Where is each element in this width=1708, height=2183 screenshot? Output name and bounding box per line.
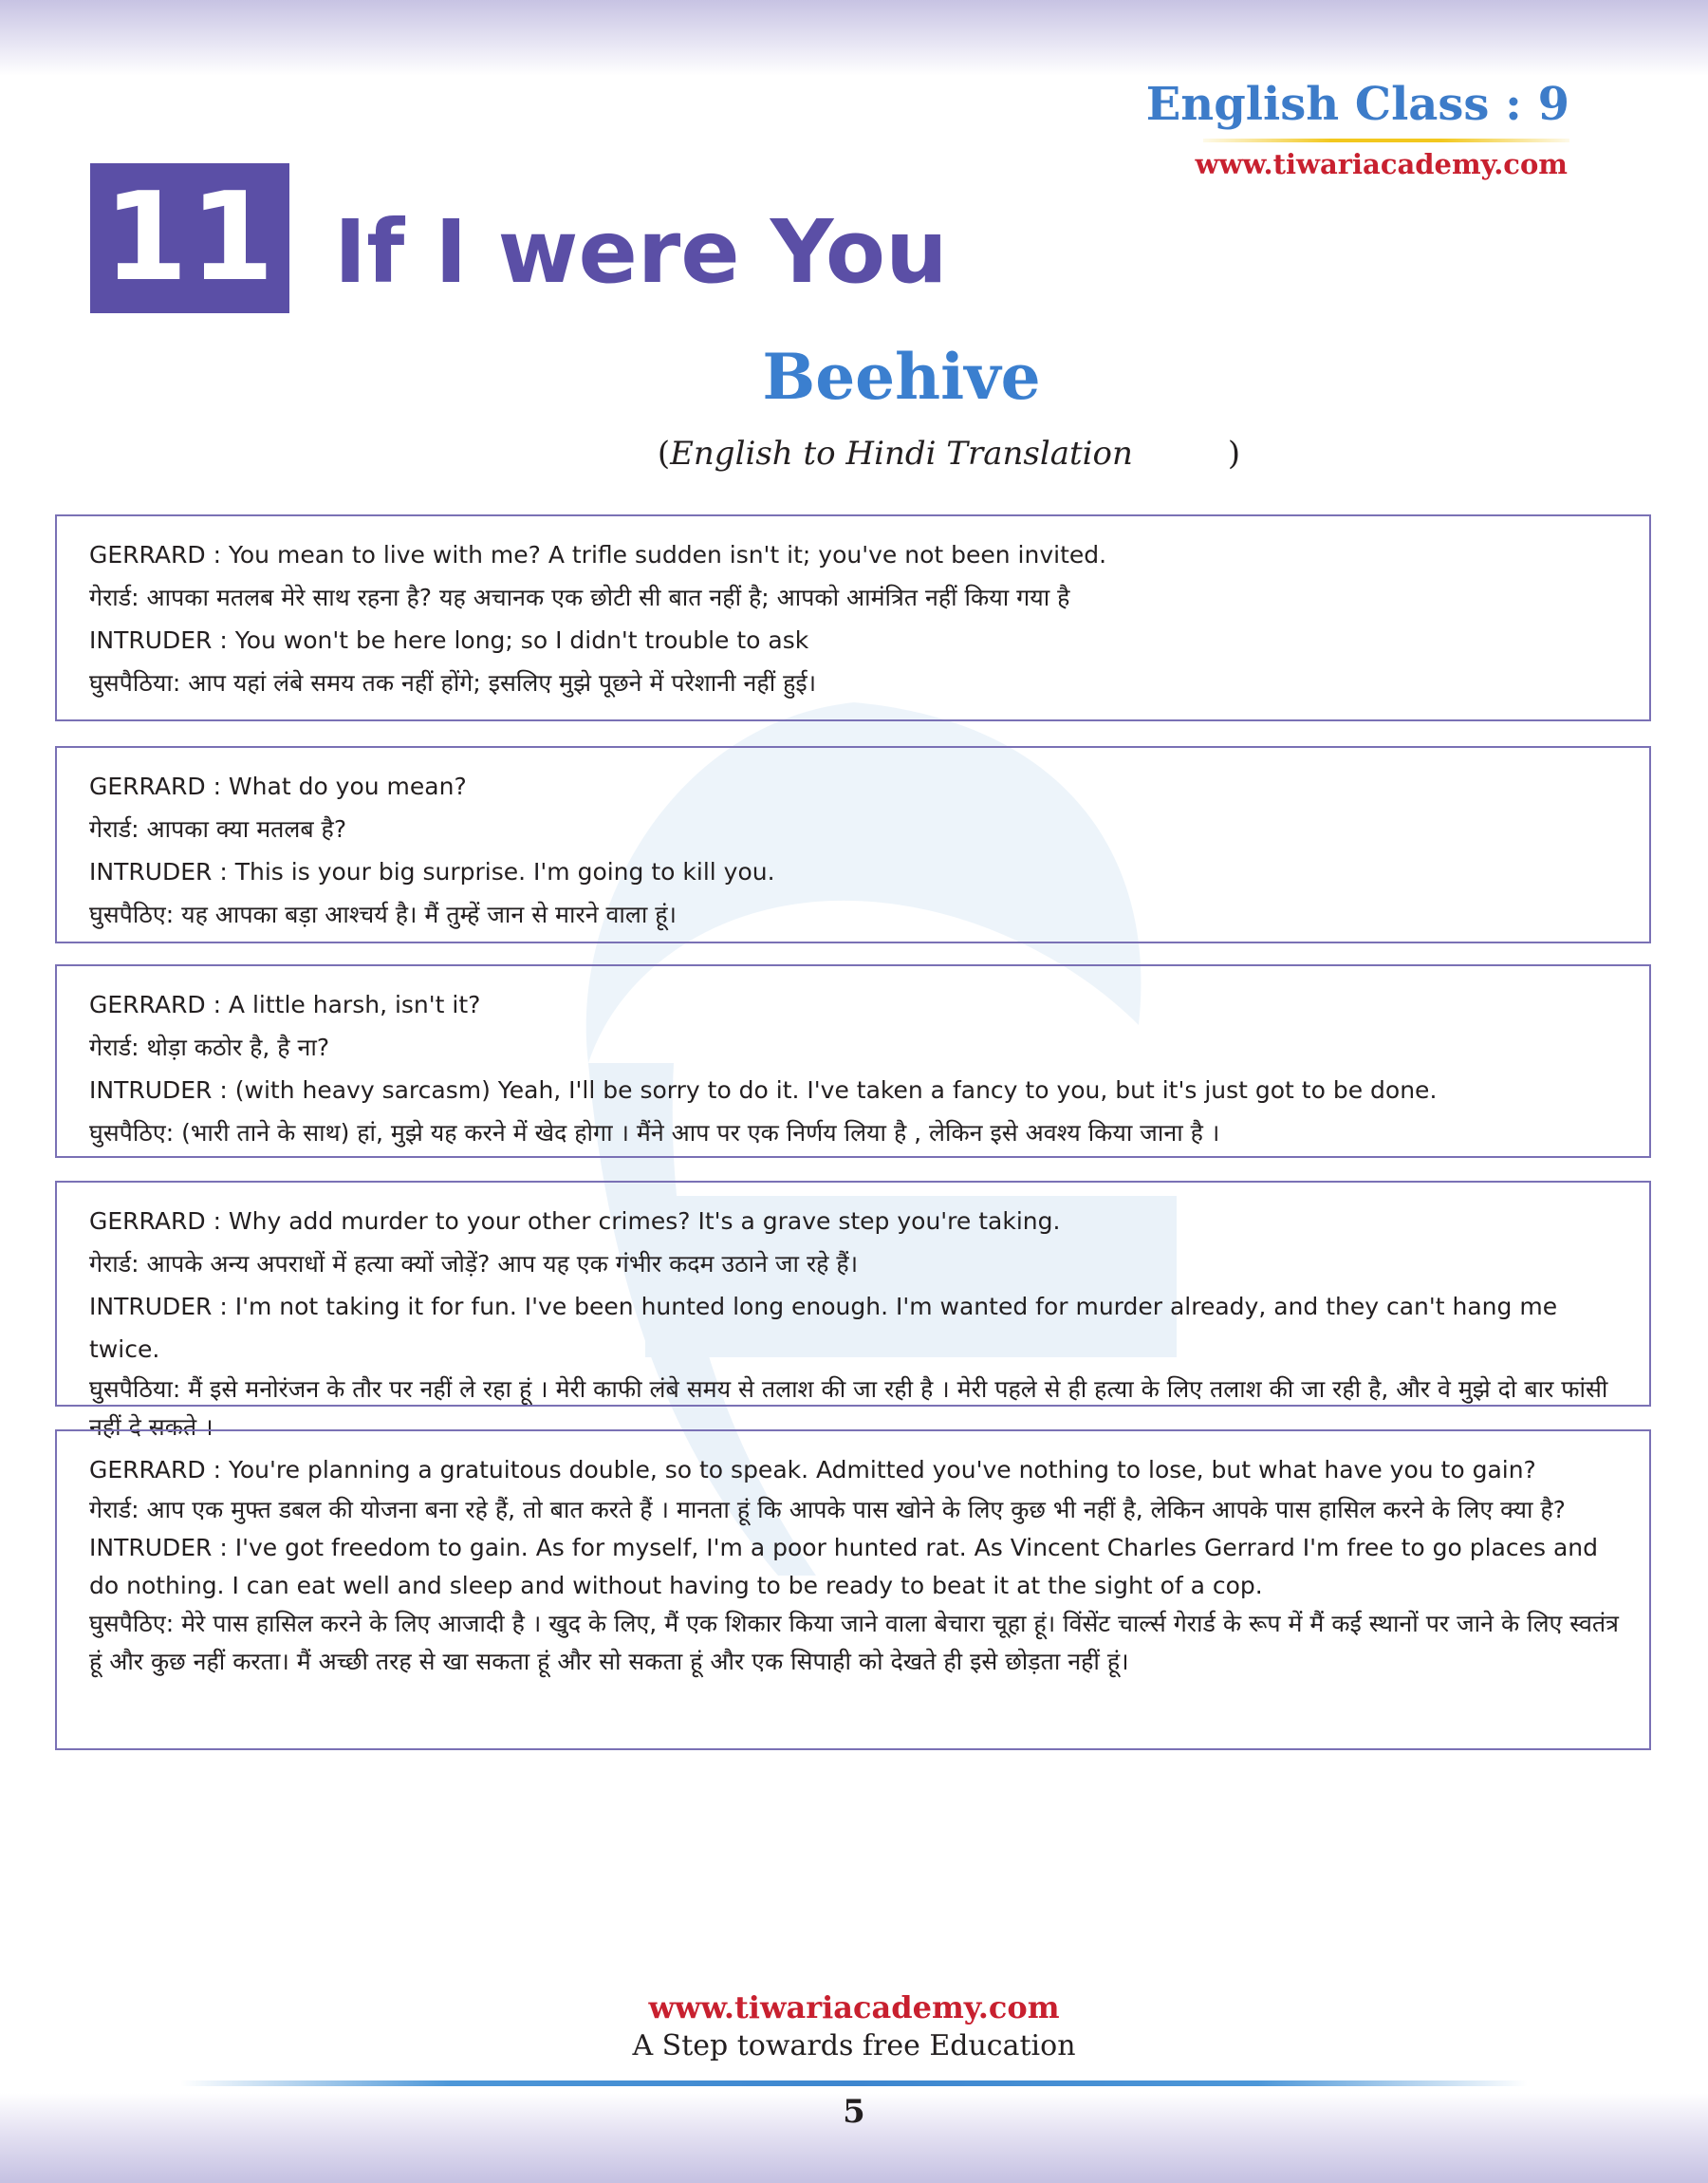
dialogue-line: गेरार्ड: आप एक मुफ्त डबल की योजना बना रहे हैं, तो बात करते हैं । मानता हूं कि आपके पास खोने के लिए कुछ भी नहीं है, लेकिन आपके पास हासिल करने के लिए क्या है? [89,1496,1566,1523]
dialogue-line: INTRUDER : (with heavy sarcasm) Yeah, I'll be sorry to do it. I've taken a fancy to you, but it's just got to be done. [89,1076,1438,1104]
page-number: 5 [843,2093,865,2131]
dialogue-line: गेरार्ड: आपका मतलब मेरे साथ रहना है? यह अचानक एक छोटी सी बात नहीं है; आपको आमंत्रित नहीं किया गया है [89,584,1070,611]
footer-tagline: A Step towards free Education [632,2029,1076,2062]
dialogue-line: INTRUDER : You won't be here long; so I didn't trouble to ask [89,626,809,654]
subtitle [0,435,1708,473]
dialogue-box-4 [55,1181,1651,1441]
class-label-underline [1203,139,1569,142]
subtitle-close-paren: ) [1227,435,1241,473]
dialogue-box-1 [55,514,1651,721]
book-name [0,340,1708,414]
header-website-link[interactable]: www.tiwariacademy.com [1195,148,1568,180]
footer-website-link[interactable]: www.tiwariacademy.com [648,1989,1060,2025]
dialogue-line: INTRUDER : This is your big surprise. I'm going to kill you. [89,858,775,886]
dialogue-line: गेरार्ड: आपके अन्य अपराधों में हत्या क्यों जोड़ें? आप यह एक गंभीर कदम उठाने जा रहे हैं। [89,1250,859,1278]
dialogue-line: GERRARD : You mean to live with me? A trifle sudden isn't it; you've not been invited. [89,541,1107,569]
dialogue-line: घुसपैठिए: मेरे पास हासिल करने के लिए आजादी है । खुद के लिए, मैं एक शिकार किया जाने वाला बेचारा चूहा हूं। विंसेंट चार्ल्स गेरार्ड के रूप में मैं कई स्थानों पर जाने के लिए स्वतंत्र हूं और कुछ नहीं करता। मैं अच्छी तरह से खा सकता हूं और सो सकता हूं और एक सिपाही को देखते ही इसे छोड़ता नहीं हूं। [89,1610,1619,1675]
book-name-text: Beehive [762,340,1041,414]
dialogue-line: गेरार्ड: आपका क्या मतलब है? [89,815,347,843]
dialogue-line: INTRUDER : I'm not taking it for fun. I've been hunted long enough. I'm wanted for murder already, and they can't hang me twice. [89,1293,1558,1363]
dialogue-line: घुसपैठिया: आप यहां लंबे समय तक नहीं होंगे; इसलिए मुझे पूछने में परेशानी नहीं हुई। [89,669,817,697]
dialogue-line: घुसपैठिया: मैं इसे मनोरंजन के तौर पर नहीं ले रहा हूं । मेरी काफी लंबे समय से तलाश की जा रही है । मेरी पहले से ही हत्या के लिए तलाश की जा रही है, और वे मुझे दो बार फांसी नहीं दे सकते । [89,1375,1608,1441]
dialogue-box-3 [55,964,1651,1158]
dialogue-line: GERRARD : A little harsh, isn't it? [89,991,481,1018]
dialogue-box-2 [55,746,1651,943]
dialogue-box-5 [55,1429,1651,1750]
dialogue-line: घुसपैठिए: (भारी ताने के साथ) हां, मुझे यह करने में खेद होगा । मैंने आप पर एक निर्णय लिया है , लेकिन इसे अवश्य किया जाना है । [89,1119,1220,1147]
class-label: English Class : 9 [1145,78,1569,131]
chapter-title: If I were You [334,201,948,303]
dialogue-line: INTRUDER : I've got freedom to gain. As for myself, I'm a poor hunted rat. As Vincent Charles Gerrard I'm free to go places and do nothing. I can eat well and sleep and without having to be ready to beat it at the sight of a cop. [89,1534,1599,1599]
top-gradient-band [0,0,1708,76]
footer-divider [180,2080,1528,2086]
dialogue-line: GERRARD : What do you mean? [89,773,467,800]
dialogue-line: घुसपैठिए: यह आपका बड़ा आश्चर्य है। मैं तुम्हें जान से मारने वाला हूं। [89,901,678,928]
subtitle-text: English to Hindi Translation [670,435,1133,473]
dialogue-line: GERRARD : You're planning a gratuitous double, so to speak. Admitted you've nothing to lose, but what have you to gain? [89,1456,1536,1483]
chapter-number-badge: 11 [90,163,289,313]
dialogue-line: गेरार्ड: थोड़ा कठोर है, है ना? [89,1034,330,1061]
dialogue-line: GERRARD : Why add murder to your other crimes? It's a grave step you're taking. [89,1207,1061,1235]
subtitle-open-paren: ( [657,435,671,473]
